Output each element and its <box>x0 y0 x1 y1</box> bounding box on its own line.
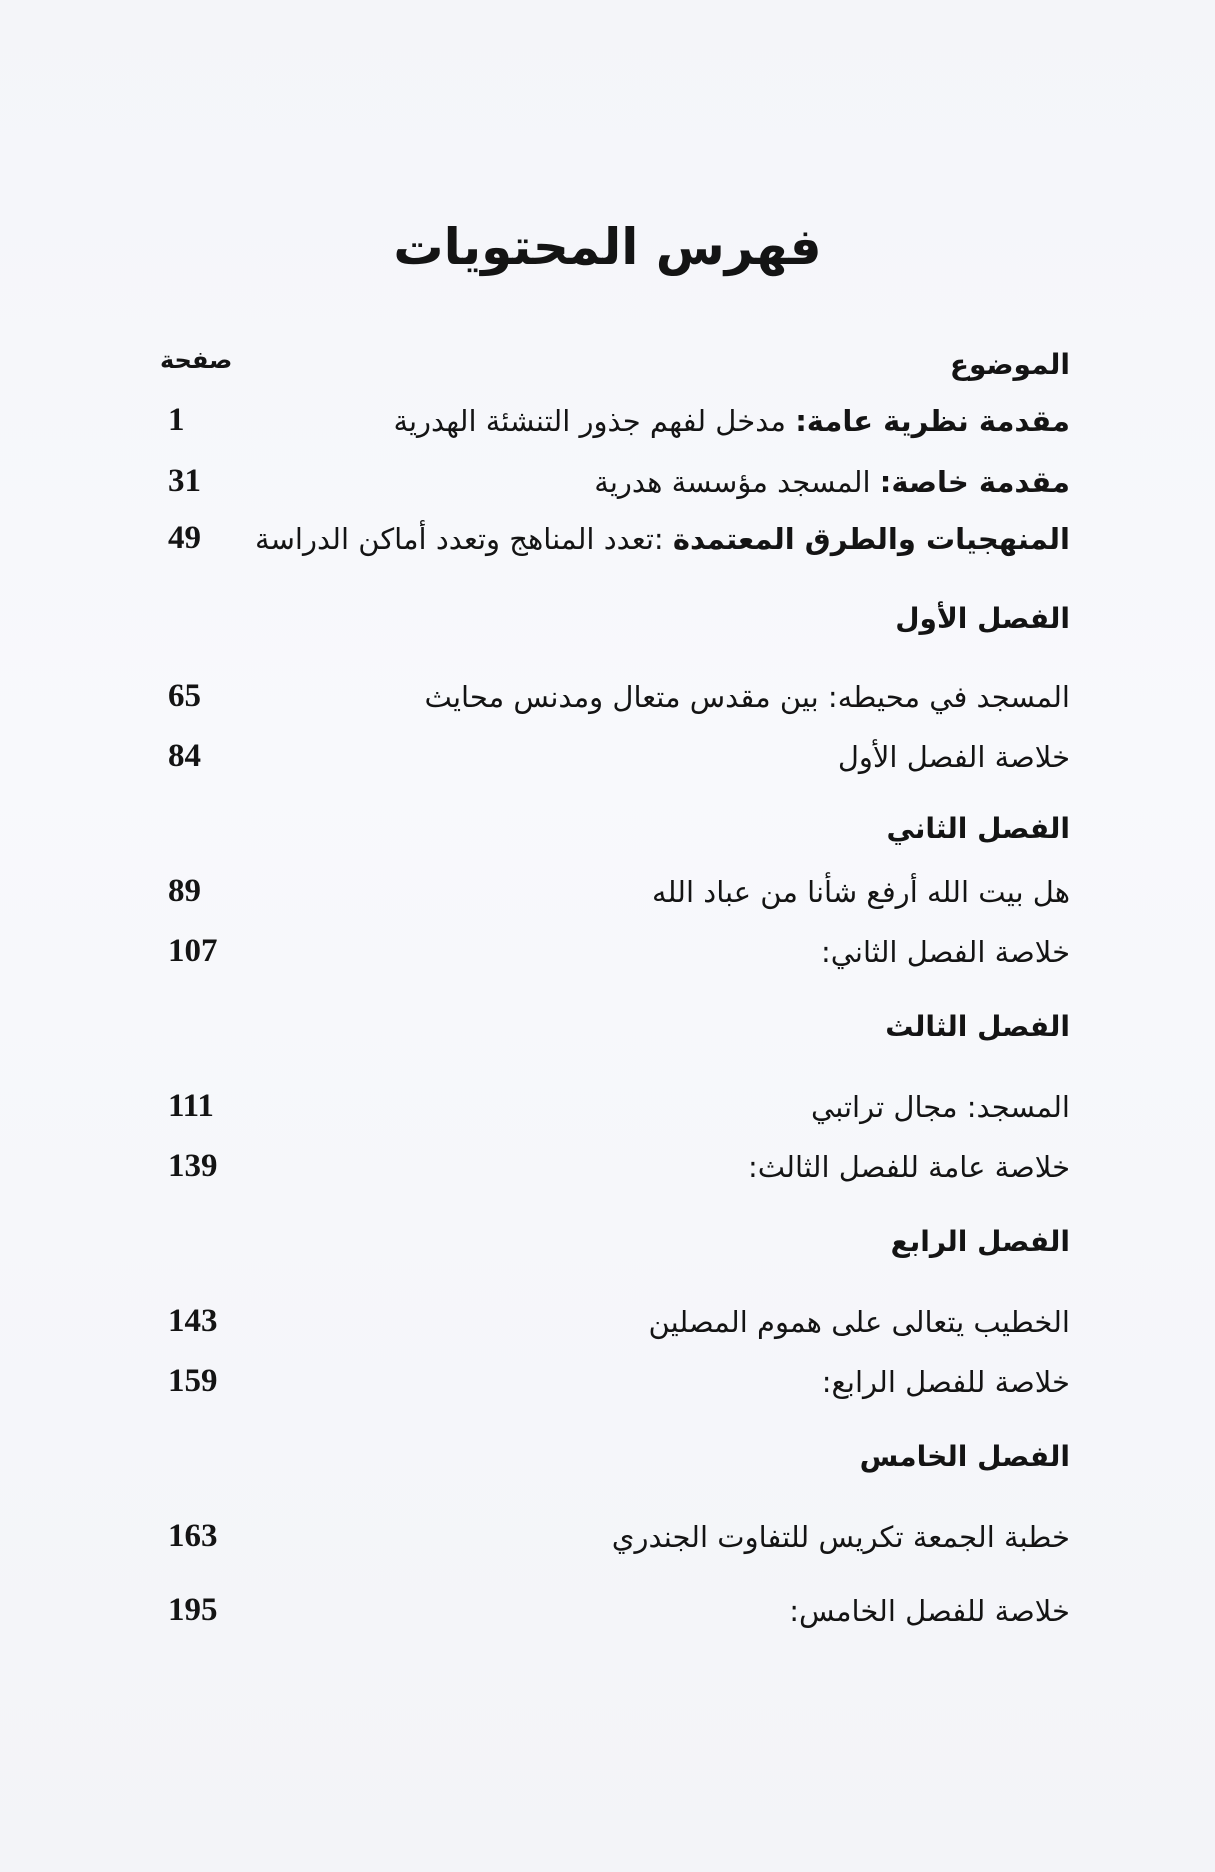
entry-page-number: 163 <box>168 1518 218 1554</box>
entry-topic-bold: مقدمة نظرية عامة: <box>795 404 1070 438</box>
toc-entry <box>160 1520 1070 1564</box>
entry-page-number: 159 <box>168 1363 218 1399</box>
entry-page-number: 84 <box>168 738 201 774</box>
toc-entry <box>160 1090 1070 1134</box>
entry-topic: خلاصة الفصل الأول <box>837 740 1070 774</box>
entry-topic <box>594 465 1070 499</box>
entry-page-number: 65 <box>168 678 201 714</box>
entry-topic: خلاصة عامة للفصل الثالث: <box>747 1150 1070 1184</box>
entry-topic: خطبة الجمعة تكريس للتفاوت الجندري <box>611 1520 1070 1554</box>
entry-page-number: 31 <box>168 463 201 499</box>
entry-topic: هل بيت الله أرفع شأنا من عباد الله <box>652 875 1070 909</box>
entry-page-number: 49 <box>168 520 201 556</box>
entry-topic: المسجد في محيطه: بين مقدس متعال ومدنس محايث <box>424 680 1070 714</box>
entry-topic-text: :تعدد المناهج وتعدد أماكن الدراسة <box>255 522 673 556</box>
toc-entry <box>160 1305 1070 1349</box>
page-title: فهرس المحتويات <box>393 218 822 276</box>
toc-entry <box>160 875 1070 919</box>
entry-topic: خلاصة الفصل الثاني: <box>820 935 1070 969</box>
column-header-topic: الموضوع <box>949 348 1070 381</box>
entry-page-number: 1 <box>168 402 185 438</box>
entry-topic: خلاصة للفصل الخامس: <box>789 1594 1070 1628</box>
entry-page-number: 195 <box>168 1592 218 1628</box>
entry-page-number: 143 <box>168 1303 218 1339</box>
entry-page-number: 89 <box>168 873 201 909</box>
toc-entry <box>160 522 1070 566</box>
entry-topic: خلاصة للفصل الرابع: <box>821 1365 1070 1399</box>
entry-topic-bold: مقدمة خاصة: <box>879 465 1070 499</box>
entry-topic-bold: المنهجيات والطرق المعتمدة <box>672 522 1070 556</box>
entry-topic: المسجد: مجال تراتبي <box>811 1090 1070 1124</box>
toc-entry <box>160 1365 1070 1409</box>
toc-entry <box>160 465 1070 509</box>
column-header-page: صفحة <box>160 346 233 374</box>
chapter-heading: الفصل الأول <box>895 602 1070 635</box>
entry-page-number: 107 <box>168 933 218 969</box>
chapter-heading: الفصل الرابع <box>890 1225 1070 1258</box>
entry-topic-text: المسجد مؤسسة هدرية <box>594 465 880 499</box>
toc-entry <box>160 1150 1070 1194</box>
entry-topic: الخطيب يتعالى على هموم المصلين <box>648 1305 1070 1339</box>
entry-topic-text: مدخل لفهم جذور التنشئة الهدرية <box>393 404 796 438</box>
entry-page-number: 111 <box>168 1088 214 1124</box>
toc-entry <box>160 680 1070 724</box>
chapter-heading: الفصل الخامس <box>859 1440 1070 1473</box>
entry-topic <box>255 522 1070 556</box>
toc-entry <box>160 1594 1070 1638</box>
toc-entry <box>160 404 1070 448</box>
chapter-heading: الفصل الثالث <box>885 1010 1070 1043</box>
toc-entry <box>160 740 1070 784</box>
chapter-heading: الفصل الثاني <box>886 812 1070 845</box>
entry-topic <box>393 404 1070 438</box>
toc-entry <box>160 935 1070 979</box>
entry-page-number: 139 <box>168 1148 218 1184</box>
